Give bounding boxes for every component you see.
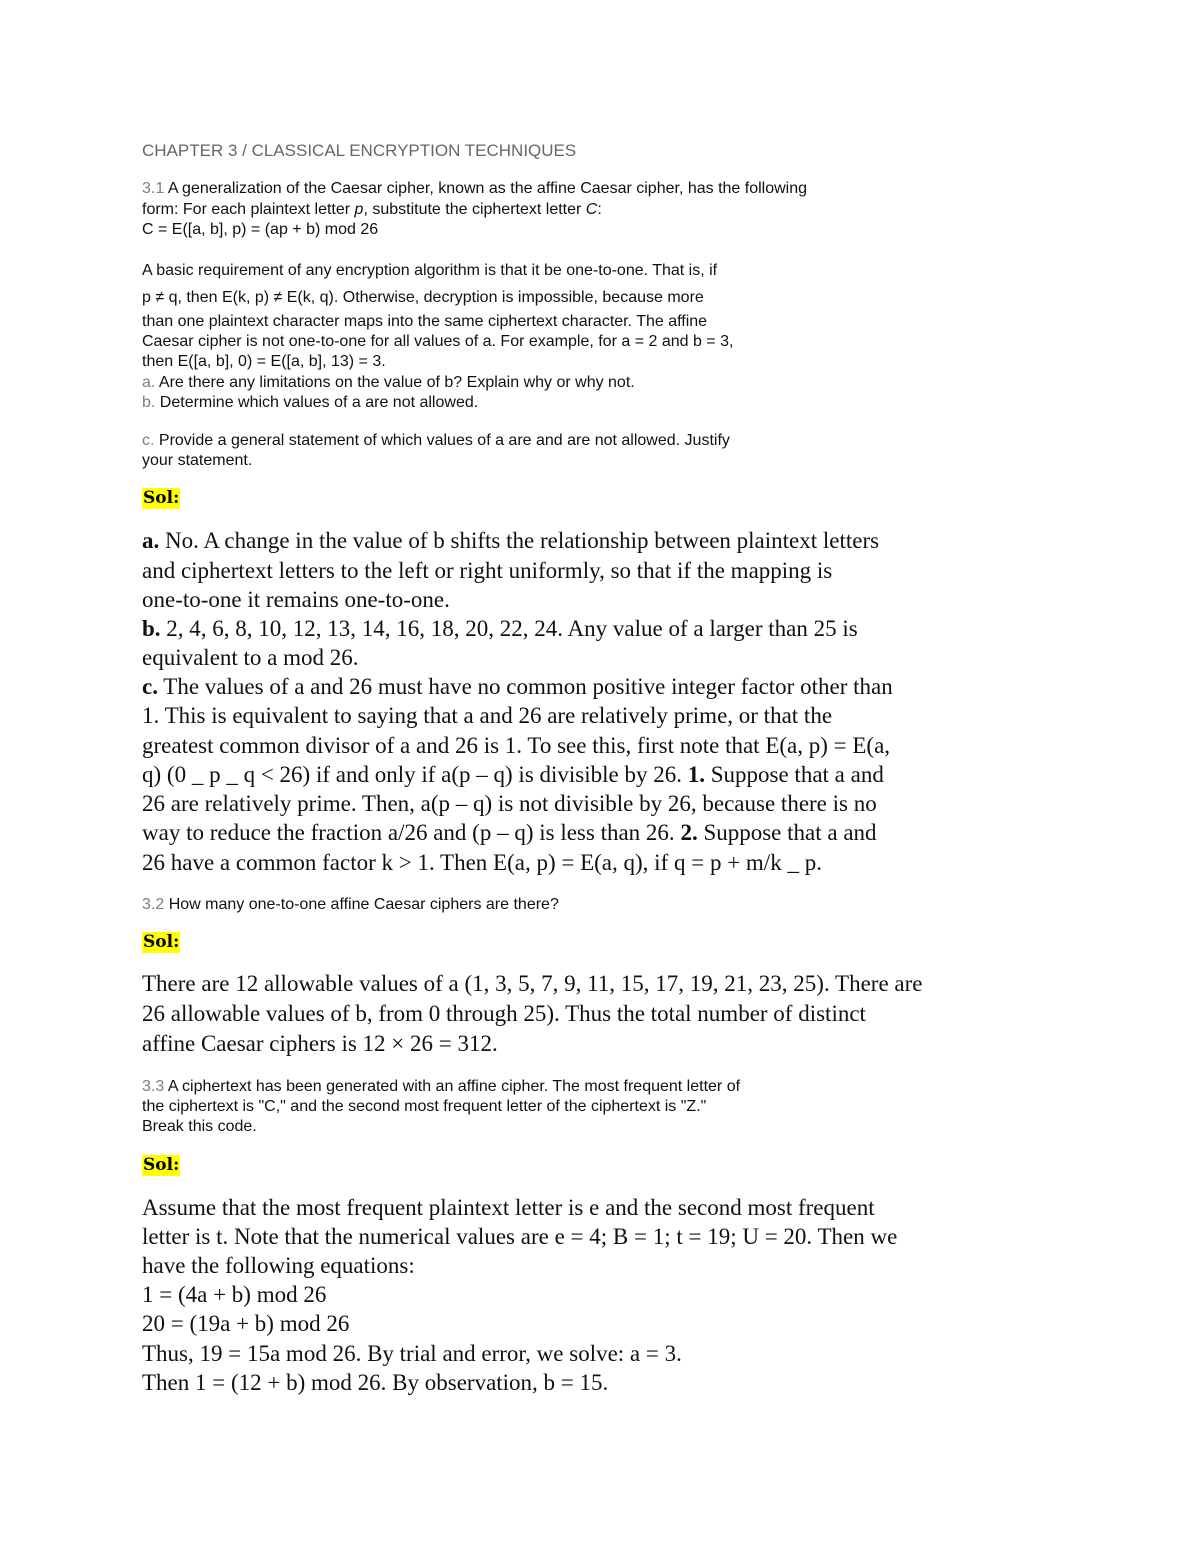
ans33-line-3: have the following equations: [142, 1253, 415, 1278]
ans31-a-line-2: and ciphertext letters to the left or right uniformly, so that if the mapping is [142, 558, 833, 583]
q31-intro-line-2: form: For each plaintext letter p, substitute the ciphertext letter C: [142, 201, 602, 218]
ans31-b-line-1: b. 2, 4, 6, 8, 10, 12, 13, 14, 16, 18, 20, 22, 24. Any value of a larger than 25 is [142, 616, 858, 641]
q31-part-b: b. Determine which values of a are not allowed. [142, 394, 479, 411]
sol-label: Sol: [143, 488, 180, 508]
q31-requirement-line-5: then E([a, b], 0) = E([a, b], 13) = 3. [142, 353, 386, 370]
q31-requirement-line-3: than one plaintext character maps into the same ciphertext character. The affine [142, 313, 708, 330]
ans32-line-3: affine Caesar ciphers is 12 × 26 = 312. [142, 1031, 498, 1056]
ans33-line-5: 20 = (19a + b) mod 26 [142, 1311, 350, 1336]
question-number: 3.1 [142, 180, 165, 197]
q31-requirement-line-2: p ≠ q, then E(k, p) ≠ E(k, q). Otherwise, decryption is impossible, because more [142, 289, 704, 306]
ans31-a-line-1: a. No. A change in the value of b shifts the relationship between plaintext letters [142, 528, 880, 553]
ans31-b-line-2: equivalent to a mod 26. [142, 645, 359, 670]
ans32-line-2: 26 allowable values of b, from 0 through 25). Thus the total number of distinct [142, 1001, 866, 1026]
ans31-c-line-4: q) (0 _ p _ q < 26) if and only if a(p – q) is divisible by 26. 1. Suppose that a and [142, 762, 884, 787]
q33-line-1: 3.3 A ciphertext has been generated with an affine cipher. The most frequent letter of [142, 1078, 741, 1095]
ans31-c-line-2: 1. This is equivalent to saying that a and 26 are relatively prime, or that the [142, 703, 833, 728]
ans31-c-line-5: 26 are relatively prime. Then, a(p – q) is not divisible by 26, because there is no [142, 791, 877, 816]
ans31-a-line-3: one-to-one it remains one-to-one. [142, 587, 450, 612]
ans33-line-6: Thus, 19 = 15a mod 26. By trial and error, we solve: a = 3. [142, 1341, 682, 1366]
ans32-line-1: There are 12 allowable values of a (1, 3, 5, 7, 9, 11, 15, 17, 19, 21, 23, 25). There are [142, 971, 923, 996]
ans31-c-line-6: way to reduce the fraction a/26 and (p – q) is less than 26. 2. Suppose that a and [142, 820, 877, 845]
q33-line-3: Break this code. [142, 1118, 257, 1135]
ans31-c-line-7: 26 have a common factor k > 1. Then E(a, p) = E(a, q), if q = p + m/k _ p. [142, 850, 822, 875]
q31-formula: C = E([a, b], p) = (ap + b) mod 26 [142, 221, 379, 238]
q31-requirement-line-1: A basic requirement of any encryption algorithm is that it be one-to-one. That is, if [142, 262, 718, 279]
sol-label: Sol: [143, 932, 180, 952]
ans33-line-4: 1 = (4a + b) mod 26 [142, 1282, 327, 1307]
q31-intro-line-1: 3.1 A generalization of the Caesar cipher, known as the affine Caesar cipher, has the following [142, 180, 808, 197]
question-3-2: 3.2 How many one-to-one affine Caesar ciphers are there? [142, 896, 559, 913]
ans31-c-line-1: c. The values of a and 26 must have no common positive integer factor other than [142, 674, 893, 699]
q31-requirement-line-4: Caesar cipher is not one-to-one for all values of a. For example, for a = 2 and b = 3, [142, 333, 734, 350]
ans33-line-1: Assume that the most frequent plaintext letter is e and the second most frequent [142, 1195, 875, 1220]
q31-part-c-line-1: c. Provide a general statement of which values of a are and are not allowed. Justify [142, 432, 730, 449]
q31-part-a: a. Are there any limitations on the value of b? Explain why or why not. [142, 374, 635, 391]
chapter-title: CHAPTER 3 / CLASSICAL ENCRYPTION TECHNIQUES [142, 141, 577, 160]
q33-line-2: the ciphertext is "C," and the second most frequent letter of the ciphertext is "Z." [142, 1098, 707, 1115]
sol-label: Sol: [143, 1155, 180, 1175]
ans33-line-2: letter is t. Note that the numerical values are e = 4; B = 1; t = 19; U = 20. Then we [142, 1224, 898, 1249]
q31-part-c-line-2: your statement. [142, 452, 253, 469]
ans33-line-7: Then 1 = (12 + b) mod 26. By observation, b = 15. [142, 1370, 609, 1395]
ans31-c-line-3: greatest common divisor of a and 26 is 1. To see this, first note that E(a, p) = E(a, [142, 733, 891, 758]
